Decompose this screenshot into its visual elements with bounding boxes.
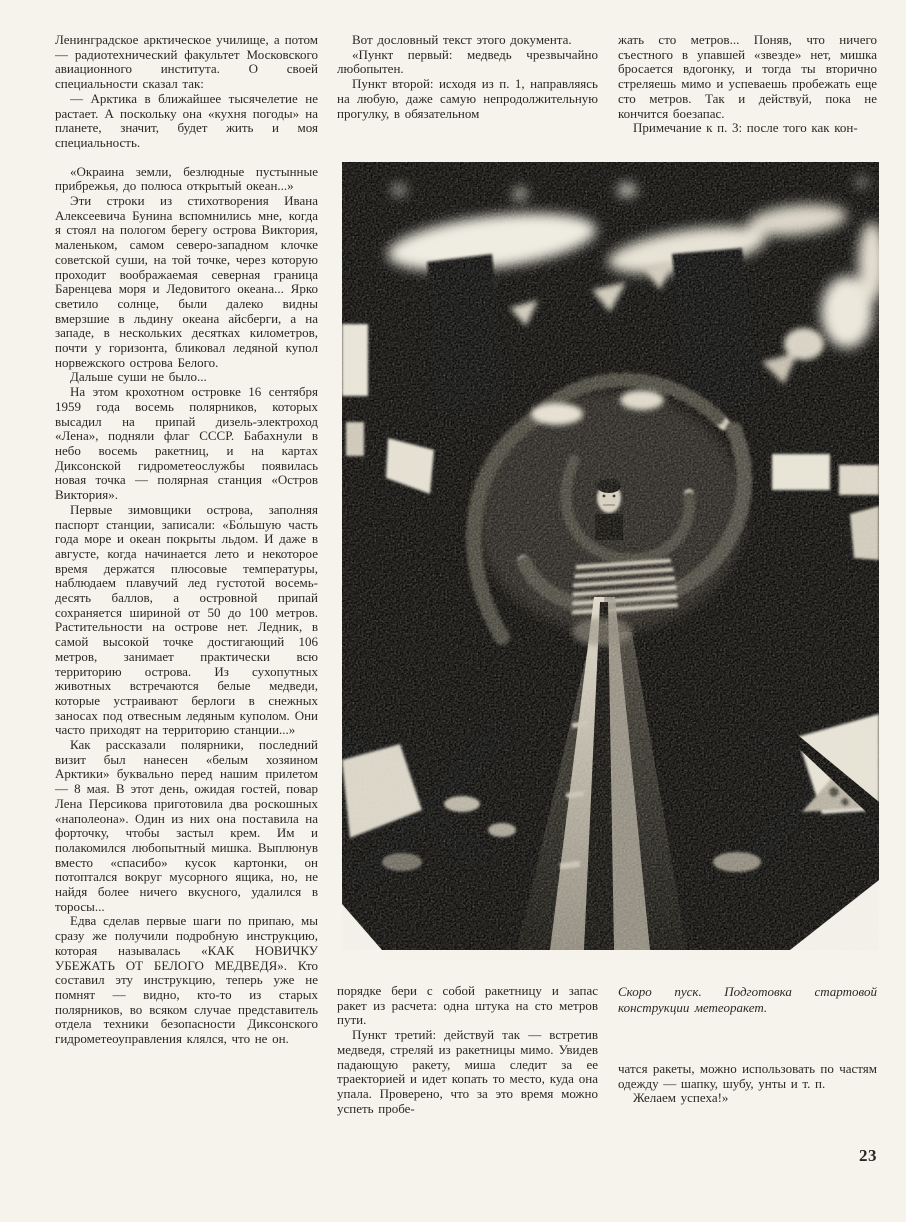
rocket-launch-structure-photo (342, 162, 879, 950)
paragraph: жать сто метров... Поняв, что ничего съестного в упавшей «звезде» нет, мишка бросается вдогонку, и тогда ты вторично стреляешь мимо и успеваешь пробежать еще сто метров. Так и действуй, пока не кончится боезапас. (618, 32, 877, 121)
paragraph: Едва сделав первые шаги по припаю, мы сразу же получили подробную инструкцию, которая называлась «КАК НОВИЧКУ УБЕЖАТЬ ОТ БЕЛОГО МЕДВЕДЯ». Кто составил эту инструкцию, теперь уже не помнят — видно, кто-то из старых полярников, во всяком случае представитель отдела техники безопасности Диксонского гидрометеоуправления клялся, что не он. (55, 913, 318, 1047)
paragraph: Примечание к п. 3: после того как кон- (633, 120, 858, 136)
paragraph: Ленинградское арктическое училище, а потом — радиотехнический факультет Московского авиационного института. О своей специальности сказал так: (55, 32, 318, 92)
paragraph: — Арктика в ближайшее тысячелетие не растает. А поскольку она «кухня погоды» на планете, значит, будет жить и моя специальность. (55, 90, 318, 150)
paragraph: На этом крохотном островке 16 сентября 1959 года восемь полярников, которых высадил на припай дизель-электроход «Лена», подняли флаг СССР. Бабахнули в небо восемь ракетниц, и на картах Диксонской гидрометеослужбы появилась новая точка — полярная станция «Остров Виктория». (55, 384, 318, 503)
paragraph-poem-quote: «Окраина земли, безлюдные пустынные прибрежья, до полюса открытый океан...» (55, 163, 318, 194)
paragraph: Дальше суши не было... (70, 369, 207, 385)
paragraph: Желаем успеха!» (633, 1090, 729, 1106)
right-column-bottom (618, 1062, 877, 1106)
paragraph: Как рассказали полярники, последний визит был нанесен «белым хозяином Арктики» буквально перед нашим прилетом — 8 мая. В этот день, ожидая гостей, повар Лена Персикова приготовила два роскошных «наполеона». Один из них она поставила на форточку, чтобы застыл крем. Им и полакомился любопытный мишка. Выплюнув вместо «спасибо» кусок картонки, он потоптался вокруг мусорного ящика, но, не найдя более ничего вкусного, удалился в торосы... (55, 737, 318, 914)
middle-column-top (337, 33, 598, 121)
right-column-top (618, 33, 877, 136)
paragraph: Вот дословный текст этого документа. (352, 32, 572, 47)
grain-overlay (342, 162, 879, 950)
paragraph: Пункт третий: действуй так — встретив медведя, стреляй из ракетницы мимо. Увидев падающую ракету, миша следит за ее траекторией и идет копать то место, куда она упала. Проверено, что за это время можно успеть пробе- (337, 1027, 598, 1116)
paragraph: Пункт второй: исходя из п. 1, направляясь на любую, даже самую непродолжительную прогулку, в обязательном (337, 76, 598, 121)
paragraph: «Пункт первый: медведь чрезвычайно любопытен. (337, 46, 598, 77)
paragraph: Эти строки из стихотворения Ивана Алексеевича Бунина вспомнились мне, когда я стоял на пологом берегу острова Виктория, маленьком, самом северо-западном клочке советской суши, на той точке, через которую проходит воображаемая северная граница Баренцева моря и Ледовитого океана... Ярко светило солнце, были далеко видны вмерзшие в льдину океана айсберги, а на западе, в нескольких десятках километров, почти у горизонта, бликовал ледяной купол норвежского острова Белого. (55, 193, 318, 370)
paragraph: Первые зимовщики острова, заполняя паспорт станции, записали: «Бо́льшую часть года море и океан покрыты льдом. И даже в августе, когда начинается лето и некоторое время держатся плюсовые температуры, наблюдаем плавучий лед густотой восемь-десять баллов, а островной припай сохраняется шириной от 50 до 100 метров. Растительности на острове нет. Ледник, в самой высокой точке достигающий 106 метров, занимает практически всю территорию острова. Из сухопутных животных встречаются белые медведи, которые устраивают берлоги в снежных заносах под отвесным ледяным куполом. Они часто приходят на территорию станции...» (55, 501, 318, 738)
middle-column-bottom (337, 984, 598, 1116)
photo-caption: Скоро пуск. Подготовка стартовой конструкции метеоракет. (618, 984, 877, 1015)
paragraph: порядке бери с собой ракетницу и запас ракет из расчета: одна штука на сто метров пути. (337, 983, 598, 1028)
left-column (55, 33, 318, 1047)
paragraph: чатся ракеты, можно использовать по частям одежду — шапку, шубу, унты и т. п. (618, 1061, 877, 1091)
page-number: 23 (859, 1146, 877, 1165)
